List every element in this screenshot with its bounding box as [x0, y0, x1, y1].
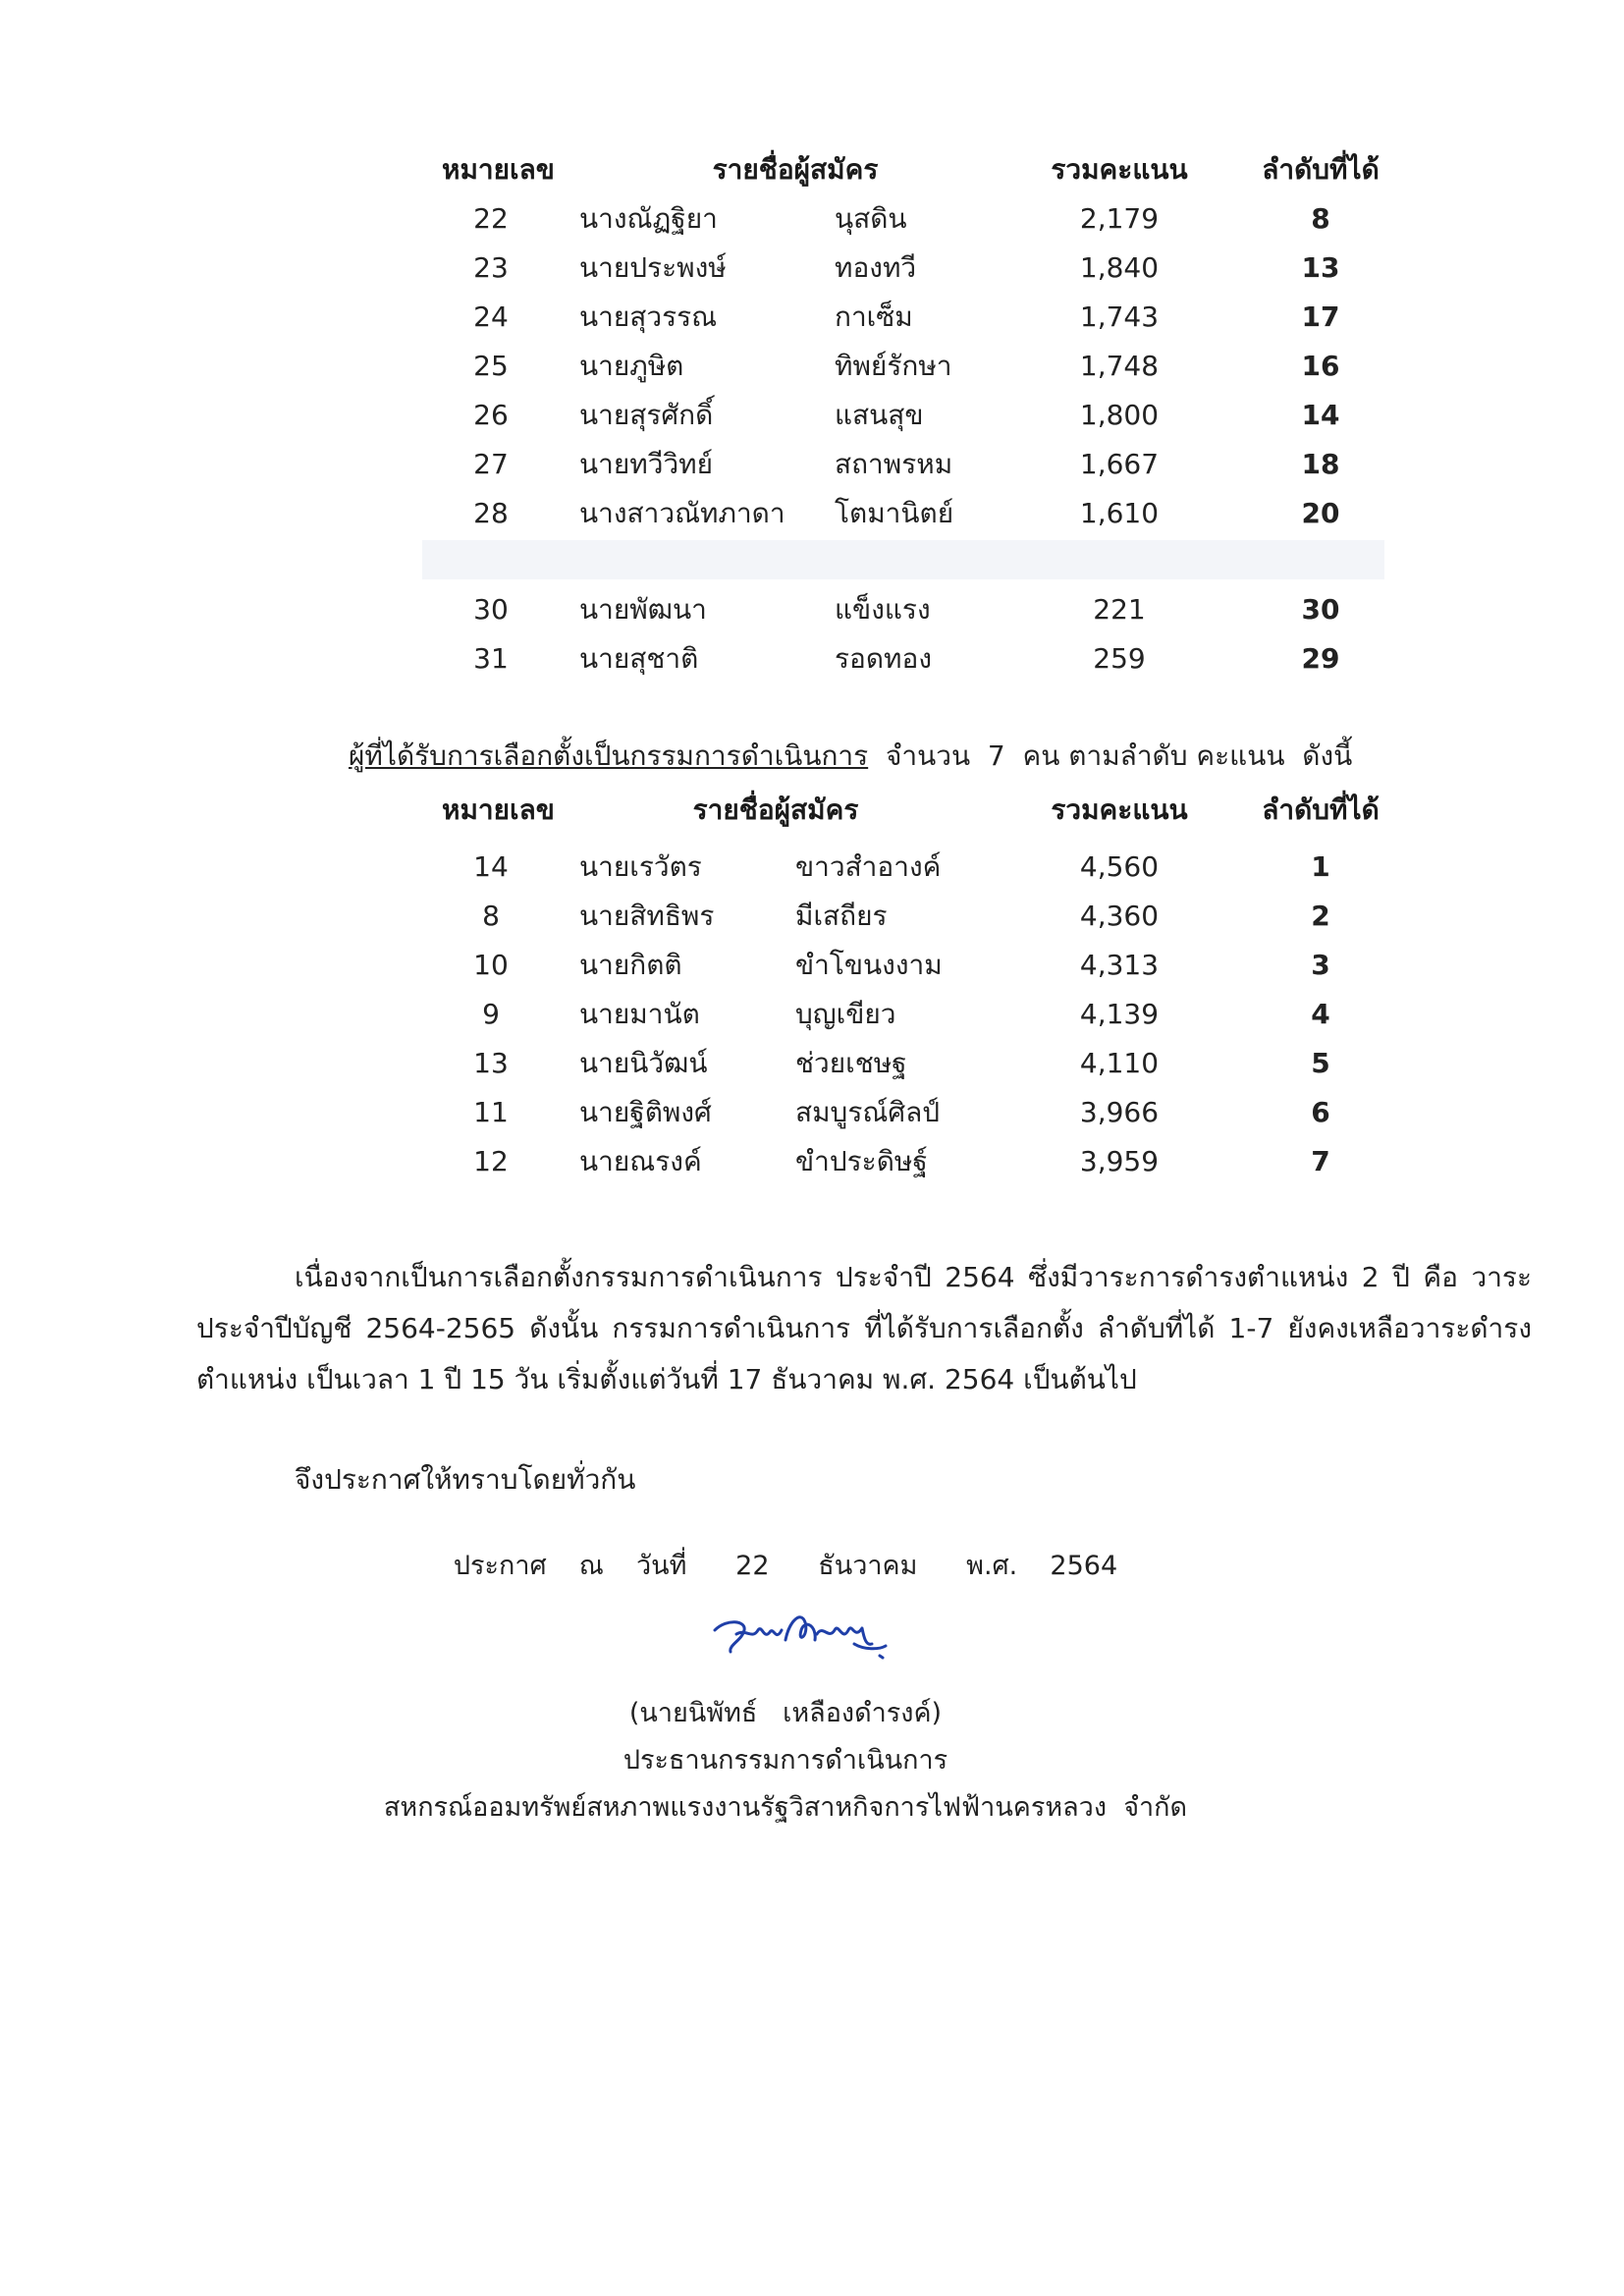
cell-score: 259 [1093, 642, 1146, 675]
cell-last-name: สมบูรณ์ศิลป์ [795, 1096, 941, 1128]
cell-score: 4,360 [1079, 900, 1160, 932]
subtitle-underlined: ผู้ที่ได้รับการเลือกตั้งเป็นกรรมการดำเนินการ [349, 739, 869, 772]
table-row [412, 440, 1394, 489]
table-row [412, 843, 1394, 892]
results-table-2 [412, 786, 1394, 1186]
cell-score: 1,748 [1079, 350, 1160, 382]
table-row [412, 1039, 1394, 1088]
cell-last-name: บุญเขียว [795, 998, 896, 1030]
cell-rank: 20 [1301, 497, 1340, 529]
table-row [412, 342, 1394, 391]
announcement-date: ประกาศ ณ วันที่ 22 ธันวาคม พ.ศ. 2564 [453, 1551, 1118, 1581]
cell-number: 31 [473, 642, 509, 675]
cell-score: 1,667 [1079, 448, 1160, 480]
table-row [412, 990, 1394, 1039]
cell-first-name: นางณัฏฐิยา [579, 202, 718, 235]
cell-first-name: นายมานัต [579, 998, 700, 1030]
table-row [412, 1137, 1394, 1186]
cell-rank: 29 [1301, 642, 1340, 675]
cell-first-name: นายกิตติ [579, 949, 682, 981]
cell-rank: 13 [1301, 251, 1340, 284]
cell-rank: 17 [1301, 301, 1340, 333]
table-row [412, 293, 1394, 342]
cell-first-name: นายสุชาติ [579, 642, 699, 675]
cell-last-name: รอดทอง [835, 642, 932, 675]
cell-number: 25 [473, 350, 509, 382]
cell-first-name: นายสุวรรณ [579, 301, 718, 333]
header-name: รายชื่อผู้สมัคร [712, 153, 879, 186]
cell-last-name: แสนสุข [835, 399, 924, 431]
cell-score: 1,610 [1079, 497, 1160, 529]
elected-subtitle [349, 735, 1352, 778]
cell-number: 28 [473, 497, 509, 529]
header-rank: ลำดับที่ได้ [1262, 153, 1380, 186]
cell-score: 1,743 [1079, 301, 1160, 333]
header-number: หมายเลข [442, 153, 555, 186]
cell-rank: 30 [1301, 593, 1340, 626]
cell-number: 11 [473, 1096, 509, 1128]
table-row [412, 244, 1394, 293]
cell-last-name: สถาพรหม [835, 448, 953, 480]
cell-rank: 2 [1311, 900, 1330, 932]
header-name: รายชื่อผู้สมัคร [692, 793, 859, 826]
redacted-row-gap [412, 538, 1394, 585]
cell-rank: 6 [1311, 1096, 1330, 1128]
signatory-name: (นายนิพัทธ์ เหลืองดำรงค์) [628, 1698, 943, 1728]
cell-rank: 1 [1311, 850, 1330, 883]
cell-rank: 5 [1311, 1047, 1330, 1079]
cell-last-name: โตมานิตย์ [835, 497, 954, 529]
subtitle-rest: จำนวน 7 คน ตามลำดับ คะแนน ดังนี้ [868, 739, 1353, 772]
table-row [412, 585, 1394, 634]
cell-number: 9 [482, 998, 500, 1030]
header-score: รวมคะแนน [1051, 793, 1188, 826]
cell-score: 4,139 [1079, 998, 1160, 1030]
cell-first-name: นายทวีวิทย์ [579, 448, 714, 480]
cell-rank: 16 [1301, 350, 1340, 382]
cell-first-name: นางสาวณัทภาดา [579, 497, 785, 529]
table-row [412, 634, 1394, 683]
cell-rank: 3 [1311, 949, 1330, 981]
cell-first-name: นายพัฒนา [579, 593, 707, 626]
cell-score: 221 [1093, 593, 1146, 626]
cell-first-name: นายภูษิต [579, 350, 684, 382]
cell-first-name: นายนิวัฒน์ [579, 1047, 708, 1079]
cell-score: 2,179 [1079, 202, 1160, 235]
cell-last-name: ขำโขนงงาม [795, 949, 943, 981]
header-number: หมายเลข [442, 793, 555, 826]
cell-first-name: นายประพงษ์ [579, 251, 727, 284]
signatory-position: ประธานกรรมการดำเนินการ [623, 1745, 948, 1776]
results-table-1 [412, 145, 1394, 683]
cell-number: 26 [473, 399, 509, 431]
cell-number: 10 [473, 949, 509, 981]
notice-line: จึงประกาศให้ทราบโดยทั่วกัน [295, 1463, 636, 1496]
cell-number: 8 [482, 900, 500, 932]
cell-first-name: นายสิทธิพร [579, 900, 715, 932]
cell-last-name: ขำประดิษฐ์ [795, 1145, 928, 1177]
cell-rank: 18 [1301, 448, 1340, 480]
table-row [412, 892, 1394, 941]
cell-rank: 14 [1301, 399, 1340, 431]
table-header [412, 145, 1394, 194]
cell-first-name: นายฐิติพงศ์ [579, 1096, 712, 1128]
cell-number: 22 [473, 202, 509, 235]
cell-last-name: นุสดิน [835, 202, 907, 235]
cell-rank: 4 [1311, 998, 1330, 1030]
handwritten-signature [707, 1601, 893, 1669]
cell-number: 23 [473, 251, 509, 284]
cell-score: 3,959 [1079, 1145, 1160, 1177]
table-row [412, 489, 1394, 538]
cell-last-name: แข็งแรง [835, 593, 931, 626]
cell-score: 4,110 [1079, 1047, 1160, 1079]
cell-score: 3,966 [1079, 1096, 1160, 1128]
table-header [412, 786, 1394, 835]
cell-number: 30 [473, 593, 509, 626]
cell-number: 24 [473, 301, 509, 333]
cell-first-name: นายเรวัตร [579, 850, 702, 883]
cell-last-name: ทิพย์รักษา [835, 350, 952, 382]
cell-score: 4,313 [1079, 949, 1160, 981]
cell-number: 14 [473, 850, 509, 883]
header-rank: ลำดับที่ได้ [1262, 793, 1380, 826]
cell-rank: 8 [1311, 202, 1330, 235]
cell-last-name: ขาวสำอางค์ [795, 850, 942, 883]
cell-number: 12 [473, 1145, 509, 1177]
cell-first-name: นายสุรศักดิ์ [579, 399, 714, 431]
organization-name: สหกรณ์ออมทรัพย์สหภาพแรงงานรัฐวิสาหกิจการไฟฟ้านครหลวง จำกัด [383, 1792, 1188, 1823]
cell-first-name: นายณรงค์ [579, 1145, 702, 1177]
cell-rank: 7 [1311, 1145, 1330, 1177]
table-row [412, 941, 1394, 990]
cell-number: 27 [473, 448, 509, 480]
cell-score: 1,800 [1079, 399, 1160, 431]
table-row [412, 1088, 1394, 1137]
table-row [412, 194, 1394, 244]
header-score: รวมคะแนน [1051, 153, 1188, 186]
cell-last-name: ช่วยเชษฐ [795, 1047, 907, 1079]
cell-last-name: กาเซ็ม [835, 301, 913, 333]
cell-last-name: มีเสถียร [795, 900, 888, 932]
cell-score: 1,840 [1079, 251, 1160, 284]
cell-last-name: ทองทวี [835, 251, 917, 284]
cell-number: 13 [473, 1047, 509, 1079]
cell-score: 4,560 [1079, 850, 1160, 883]
term-paragraph: เนื่องจากเป็นการเลือกตั้งกรรมการดำเนินการ ประจำปี 2564 ซึ่งมีวาระการดำรงตำแหน่ง 2 ปี คือ วาระประจำปีบัญชี 2564-2565 ดังนั้น กรรมการดำเนินการ ที่ได้รับการเลือกตั้ง ลำดับที่ได้ 1-7 ยังคงเหลือวาระดำรงตำแหน่ง เป็นเวลา 1 ปี 15 วัน เริ่มตั้งแต่วันที่ 17 ธันวาคม พ.ศ. 2564 เป็นต้นไป [196, 1261, 1532, 1395]
table-row [412, 391, 1394, 440]
